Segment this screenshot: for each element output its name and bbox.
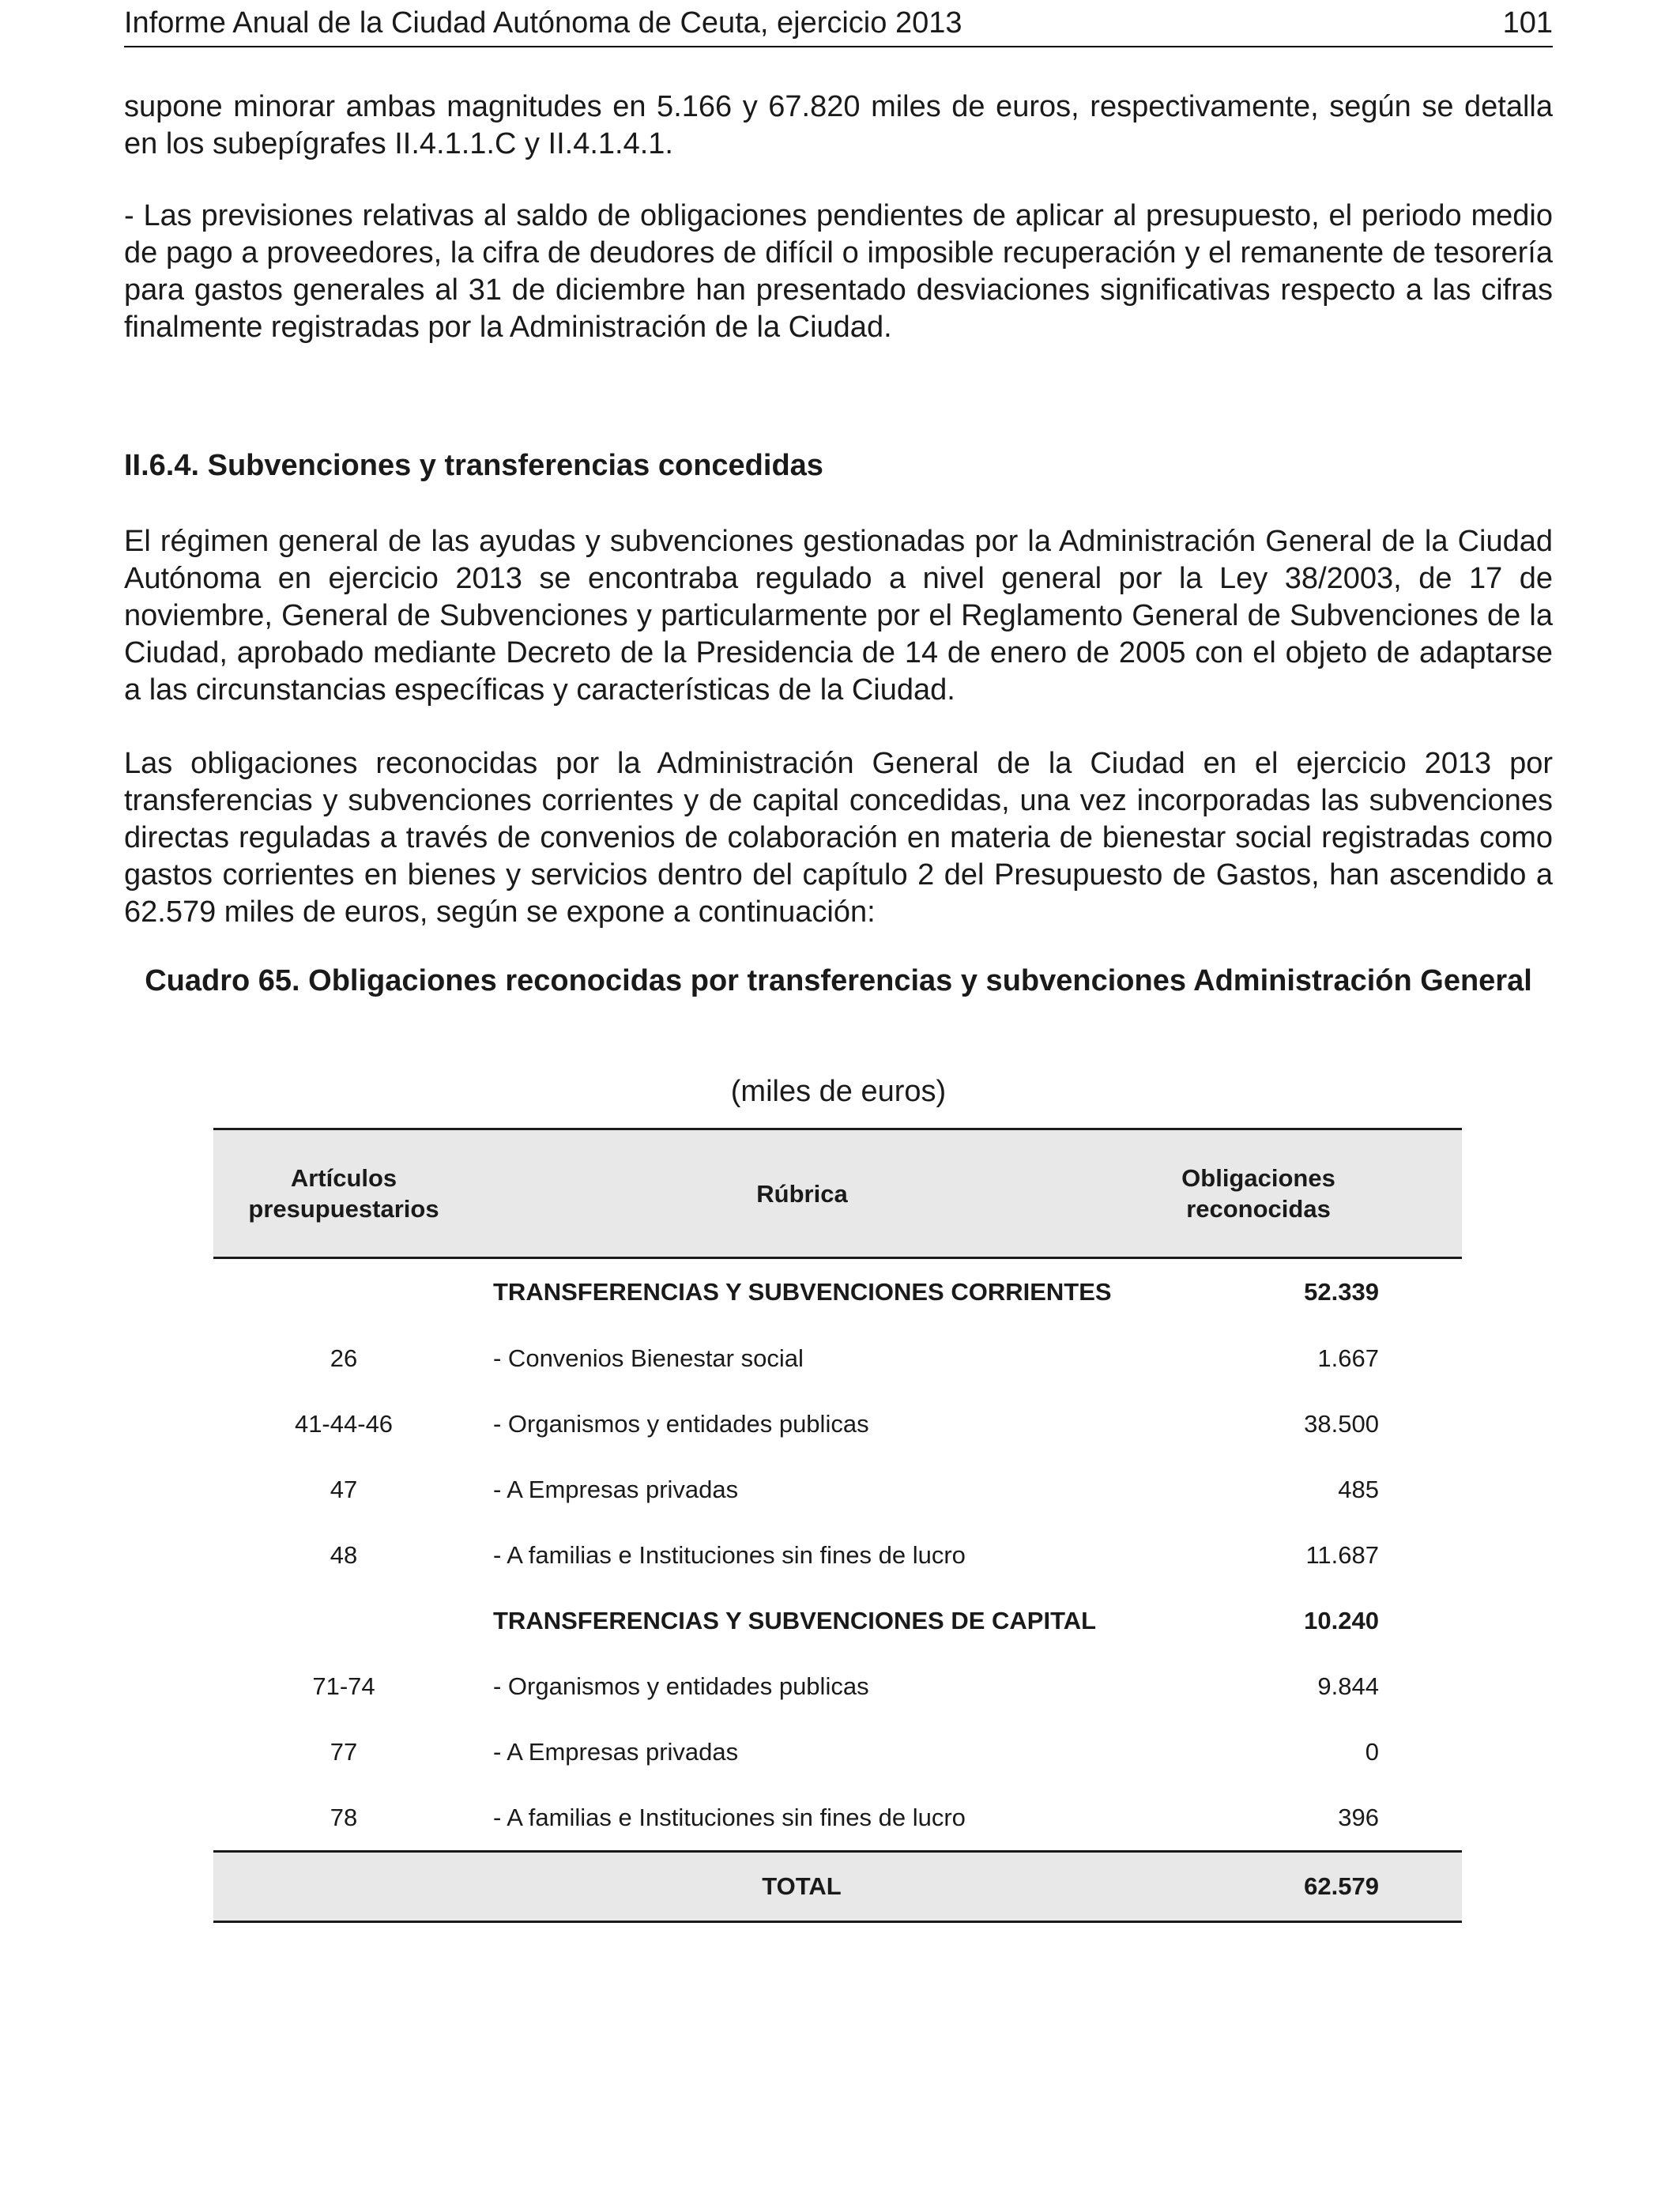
cell-articulo: 41-44-46 xyxy=(294,1409,394,1438)
table-row xyxy=(213,1457,1462,1522)
cell-rubrica: - Organismos y entidades publicas xyxy=(493,1672,869,1700)
cell-articulo xyxy=(213,1588,474,1653)
cell-valor: 10.240 xyxy=(1304,1606,1379,1634)
section-heading: II.6.4. Subvenciones y transferencias concedidas xyxy=(124,449,823,482)
paragraph-2: - Las previsiones relativas al saldo de obligaciones pendientes de aplicar al presupuesto, el periodo medio de pago a proveedores, la cifra de deudores de difícil o imposible recuperación y el remanente de tesorería para gastos generales al 31 de diciembre han presentado desviaciones significativas respecto a las cifras finalmente registradas por la Administración de la Ciudad. xyxy=(124,199,1553,344)
header-articulos: Artículos presupuestarios xyxy=(213,1129,474,1258)
cell-articulo: 71-74 xyxy=(312,1672,375,1700)
header-rubrica: Rúbrica xyxy=(474,1129,1130,1258)
table-total-row xyxy=(213,1852,1462,1922)
report-title: Informe Anual de la Ciudad Autónoma de Ceuta, ejercicio 2013 xyxy=(124,6,962,40)
cell-valor: 485 xyxy=(1338,1475,1379,1503)
cell-articulo xyxy=(213,1258,474,1326)
cell-rubrica: - A familias e Instituciones sin fines de lucro xyxy=(493,1540,966,1569)
page-number: 101 xyxy=(1502,6,1553,40)
cell-articulo xyxy=(213,1852,474,1922)
paragraph-3: El régimen general de las ayudas y subvenciones gestionadas por la Administración General de la Ciudad Autónoma en ejercicio 2013 se encontraba regulado a nivel general por la Ley 38/2003, de 17 de noviembre, General de Subvenciones y particularmente por el Reglamento General de Subvenciones de la Ciudad, aprobado mediante Decreto de la Presidencia de 14 de enero de 2005 con el objeto de adaptarse a las circunstancias específicas y características de la Ciudad. xyxy=(124,525,1553,707)
cell-valor: 1.667 xyxy=(1317,1344,1379,1372)
cell-articulo: 48 xyxy=(330,1540,358,1569)
cell-valor: 9.844 xyxy=(1317,1672,1379,1700)
cell-articulo: 77 xyxy=(330,1737,358,1766)
cell-articulo: 78 xyxy=(330,1803,358,1831)
table-row xyxy=(213,1522,1462,1588)
paragraph-1: supone minorar ambas magnitudes en 5.166 y 67.820 miles de euros, respectivamente, según se detalla en los subepígrafes II.4.1.1.C y II.4.1.4.1. xyxy=(124,90,1553,160)
cell-valor: 11.687 xyxy=(1305,1540,1379,1569)
table-row xyxy=(213,1391,1462,1457)
total-value: 62.579 xyxy=(1130,1852,1462,1922)
table-row xyxy=(213,1653,1462,1719)
cell-articulo: 26 xyxy=(330,1344,358,1372)
obligations-table xyxy=(213,1128,1462,1923)
cell-rubrica: TRANSFERENCIAS Y SUBVENCIONES CORRIENTES xyxy=(493,1278,1112,1306)
cell-articulo: 47 xyxy=(330,1475,358,1503)
table-caption: Cuadro 65. Obligaciones reconocidas por transferencias y subvenciones Administración General xyxy=(145,964,1532,997)
table-units: (miles de euros) xyxy=(730,1075,947,1108)
table-row xyxy=(213,1325,1462,1391)
table-row-subtotal-corrientes xyxy=(213,1258,1462,1326)
cell-rubrica: - A Empresas privadas xyxy=(493,1737,739,1766)
paragraph-4: Las obligaciones reconocidas por la Administración General de la Ciudad en el ejercicio 2013 por transferencias y subvenciones corrientes y de capital concedidas, una vez incorporadas las subvenciones directas reguladas a través de convenios de colaboración en materia de bienestar social registradas como gastos corrientes en bienes y servicios dentro del capítulo 2 del Presupuesto de Gastos, han ascendido a 62.579 miles de euros, según se expone a continuación: xyxy=(124,747,1553,929)
cell-rubrica: - A Empresas privadas xyxy=(493,1475,739,1503)
page-header xyxy=(124,0,1553,47)
cell-rubrica: - Convenios Bienestar social xyxy=(493,1344,804,1372)
cell-valor: 52.339 xyxy=(1304,1278,1379,1306)
table-row xyxy=(213,1719,1462,1785)
header-obligaciones: Obligaciones reconocidas xyxy=(1130,1129,1462,1258)
total-label: TOTAL xyxy=(474,1852,1130,1922)
cell-valor: 0 xyxy=(1365,1737,1379,1766)
cell-valor: 38.500 xyxy=(1304,1409,1379,1438)
cell-valor: 396 xyxy=(1338,1803,1379,1831)
table-row xyxy=(213,1785,1462,1852)
cell-rubrica: - Organismos y entidades publicas xyxy=(493,1409,869,1438)
table-row-subtotal-capital xyxy=(213,1588,1462,1653)
table-header-row xyxy=(213,1129,1462,1258)
cell-rubrica: - A familias e Instituciones sin fines de lucro xyxy=(493,1803,966,1831)
cell-rubrica: TRANSFERENCIAS Y SUBVENCIONES DE CAPITAL xyxy=(493,1606,1097,1634)
